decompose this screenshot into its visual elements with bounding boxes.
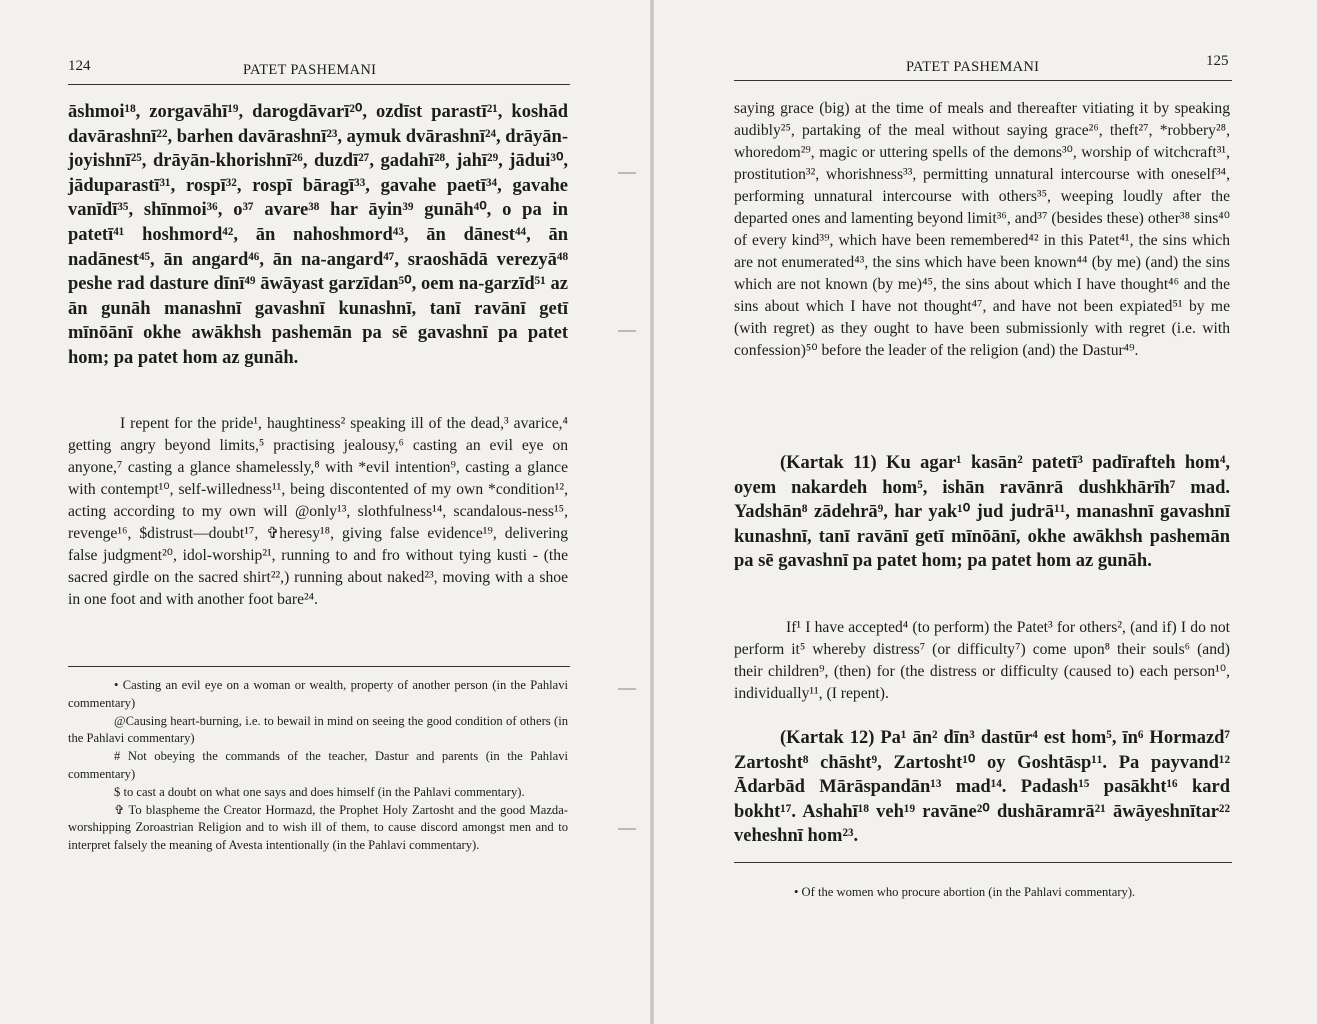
translation-paragraph: If¹ I have accepted⁴ (to perform) the Patet³ for others², (and if) I do not perform it⁵ whereby distress⁷ (or difficulty⁷) come upon⁸ their souls⁶ (and) their children⁹, (then) for (the distress or difficulty (caused to) each person¹⁰, individually¹¹, (I repent).	[734, 619, 1230, 702]
transliteration-text	[68, 100, 568, 371]
header-rule	[68, 84, 570, 85]
running-head: PATET PASHEMANI	[906, 59, 1040, 75]
footnote: $ to cast a doubt on what one says and does himself (in the Pahlavi commentary).	[114, 784, 525, 799]
translation-text	[734, 98, 1230, 362]
page-number: 124	[68, 58, 91, 74]
footnote-rule	[734, 862, 1232, 863]
transliteration-paragraph: āshmoi¹⁸, zorgavāhī¹⁹, darogdāvarī²⁰, ozdīst parastī²¹, koshād davārashnī²², barhen davārashnī²³, aymuk dvārashnī²⁴, drāyān-joyishnī²⁵, drāyān-khorishnī²⁶, duzdī²⁷, gadahī²⁸, jahī²⁹, jādui³⁰, jāduparastī³¹, rospī³², rospī bāragī³³, gavahe paetī³⁴, gavahe vanīdī³⁵, shīnmoi³⁶, o³⁷ avare³⁸ har āyin³⁹ gunāh⁴⁰, o pa in patetī⁴¹ hoshmord⁴², ān nahoshmord⁴³, ān dānest⁴⁴, ān nadānest⁴⁵, ān angard⁴⁶, ān na-angard⁴⁷, sraoshādā verezyā⁴⁸ peshe rad dasture dīnī⁴⁹ āwāyast garzīdan⁵⁰, oem na-garzīd⁵¹ az ān gunāh manashnī gavashnī kunashnī, tanī ravānī getī mīnōānī okhe awākhsh pashemān pa sē gavashnī pa patet hom; pa patet hom az gunāh.	[68, 102, 569, 368]
footnote-rule	[68, 666, 570, 667]
translation-paragraph: saying grace (big) at the time of meals and thereafter vitiating it by speaking audibly²⁵, partaking of the meal without saying grace²⁶, theft²⁷, *robbery²⁸, whoredom²⁹, magic or uttering spells of the demons³⁰, worship of witchcraft³¹, prostitution³², whorishness³³, permitting unnatural intercourse with oneself³⁴, performing unnatural intercourse with others³⁵, weeping loudly after the departed ones and lamenting beyond limit³⁶, and³⁷ (besides these) other³⁸ sins⁴⁰ of every kind³⁹, which have been remembered⁴² in this Patet⁴¹, the sins which are not enumerated⁴³, the sins which have been known⁴⁴ (by me) (and) the sins which are not known (by me)⁴⁵, the sins about which I have thought⁴⁶ and the sins about which I have not thought⁴⁷, and have not been expiated⁵¹ by me (with regret) as they ought to have been submissionly with regret (i.e. with confession)⁵⁰ before the leader of the religion (and) the Dastur⁴⁹.	[734, 100, 1230, 359]
footnote: ✞ To blaspheme the Creator Hormazd, the Prophet Holy Zartosht and the good Mazda-worshipping Zoroastrian Religion and to wish ill of them, to cause discord amongst men and to interpret falsely the meaning of Avesta intentionally (in the Pahlavi commentary).	[68, 802, 568, 853]
kartak-12-paragraph: (Kartak 12) Pa¹ ān² dīn³ dastūr⁴ est hom⁵, īn⁶ Hormazd⁷ Zartosht⁸ chāsht⁹, Zartosht¹⁰ oy Goshtāsp¹¹. Pa payvand¹² Ādarbād Mārāspandān¹³ mad¹⁴. Padash¹⁵ pasākht¹⁶ kard bokht¹⁷. Ashahī¹⁸ veh¹⁹ ravāne²⁰ dushāramrā²¹ āwāyeshnītar²² veheshnī hom²³.	[734, 728, 1230, 847]
footnote: @Causing heart-burning, i.e. to bewail in mind on seeing the good condition of others (in the Pahlavi commentary)	[68, 713, 568, 746]
running-head: PATET PASHEMANI	[243, 62, 377, 78]
translation-paragraph: I repent for the pride¹, haughtiness² speaking ill of the dead,³ avarice,⁴ getting angry beyond limits,⁵ practising jealousy,⁶ casting an evil eye on anyone,⁷ casting a glance shamelessly,⁸ with *evil intention⁹, casting a glance with contempt¹⁰, self-willedness¹¹, being discontented of my own *condition¹², acting according to my own will @only¹³, slothfulness¹⁴, scandalous-ness¹⁵, revenge¹⁶, $distrust—doubt¹⁷, ✞heresy¹⁸, giving false evidence¹⁹, delivering false judgment²⁰, idol-worship²¹, running to and fro without tying kusti - (the sacred girdle on the sacred shirt²²,) running about naked²³, moving with a shoe in one foot and with another foot bare²⁴.	[68, 415, 568, 608]
footnote: • Of the women who procure abortion (in the Pahlavi commentary).	[794, 885, 1136, 899]
left-page	[0, 0, 650, 1024]
kartak-12-text	[734, 726, 1230, 849]
footnote: • Casting an evil eye on a woman or wealth, property of another person (in the Pahlavi commentary)	[68, 678, 568, 710]
right-page	[654, 0, 1317, 1024]
translation-text	[68, 413, 568, 611]
footnote: # Not obeying the commands of the teacher, Dastur and parents (in the Pahlavi commentary)	[68, 749, 568, 781]
translation-text	[734, 617, 1230, 705]
page-number: 125	[1206, 53, 1229, 69]
footnotes	[68, 677, 568, 855]
footnotes	[734, 884, 1230, 902]
kartak-11-text	[734, 451, 1230, 574]
kartak-11-paragraph: (Kartak 11) Ku agar¹ kasān² patetī³ padīrafteh hom⁴, oyem nakardeh hom⁵, ishān ravānrā dushkhārīh⁷ mad. Yadshān⁸ zādehrā⁹, har yak¹⁰ jud judrā¹¹, manashnī gavashnī kunashnī, tanī ravānī getī mīnōānī, okhe awākhsh pashemān pa sē gavashnī pa patet hom; pa patet hom az gunāh.	[734, 453, 1230, 572]
header-rule	[734, 80, 1232, 81]
